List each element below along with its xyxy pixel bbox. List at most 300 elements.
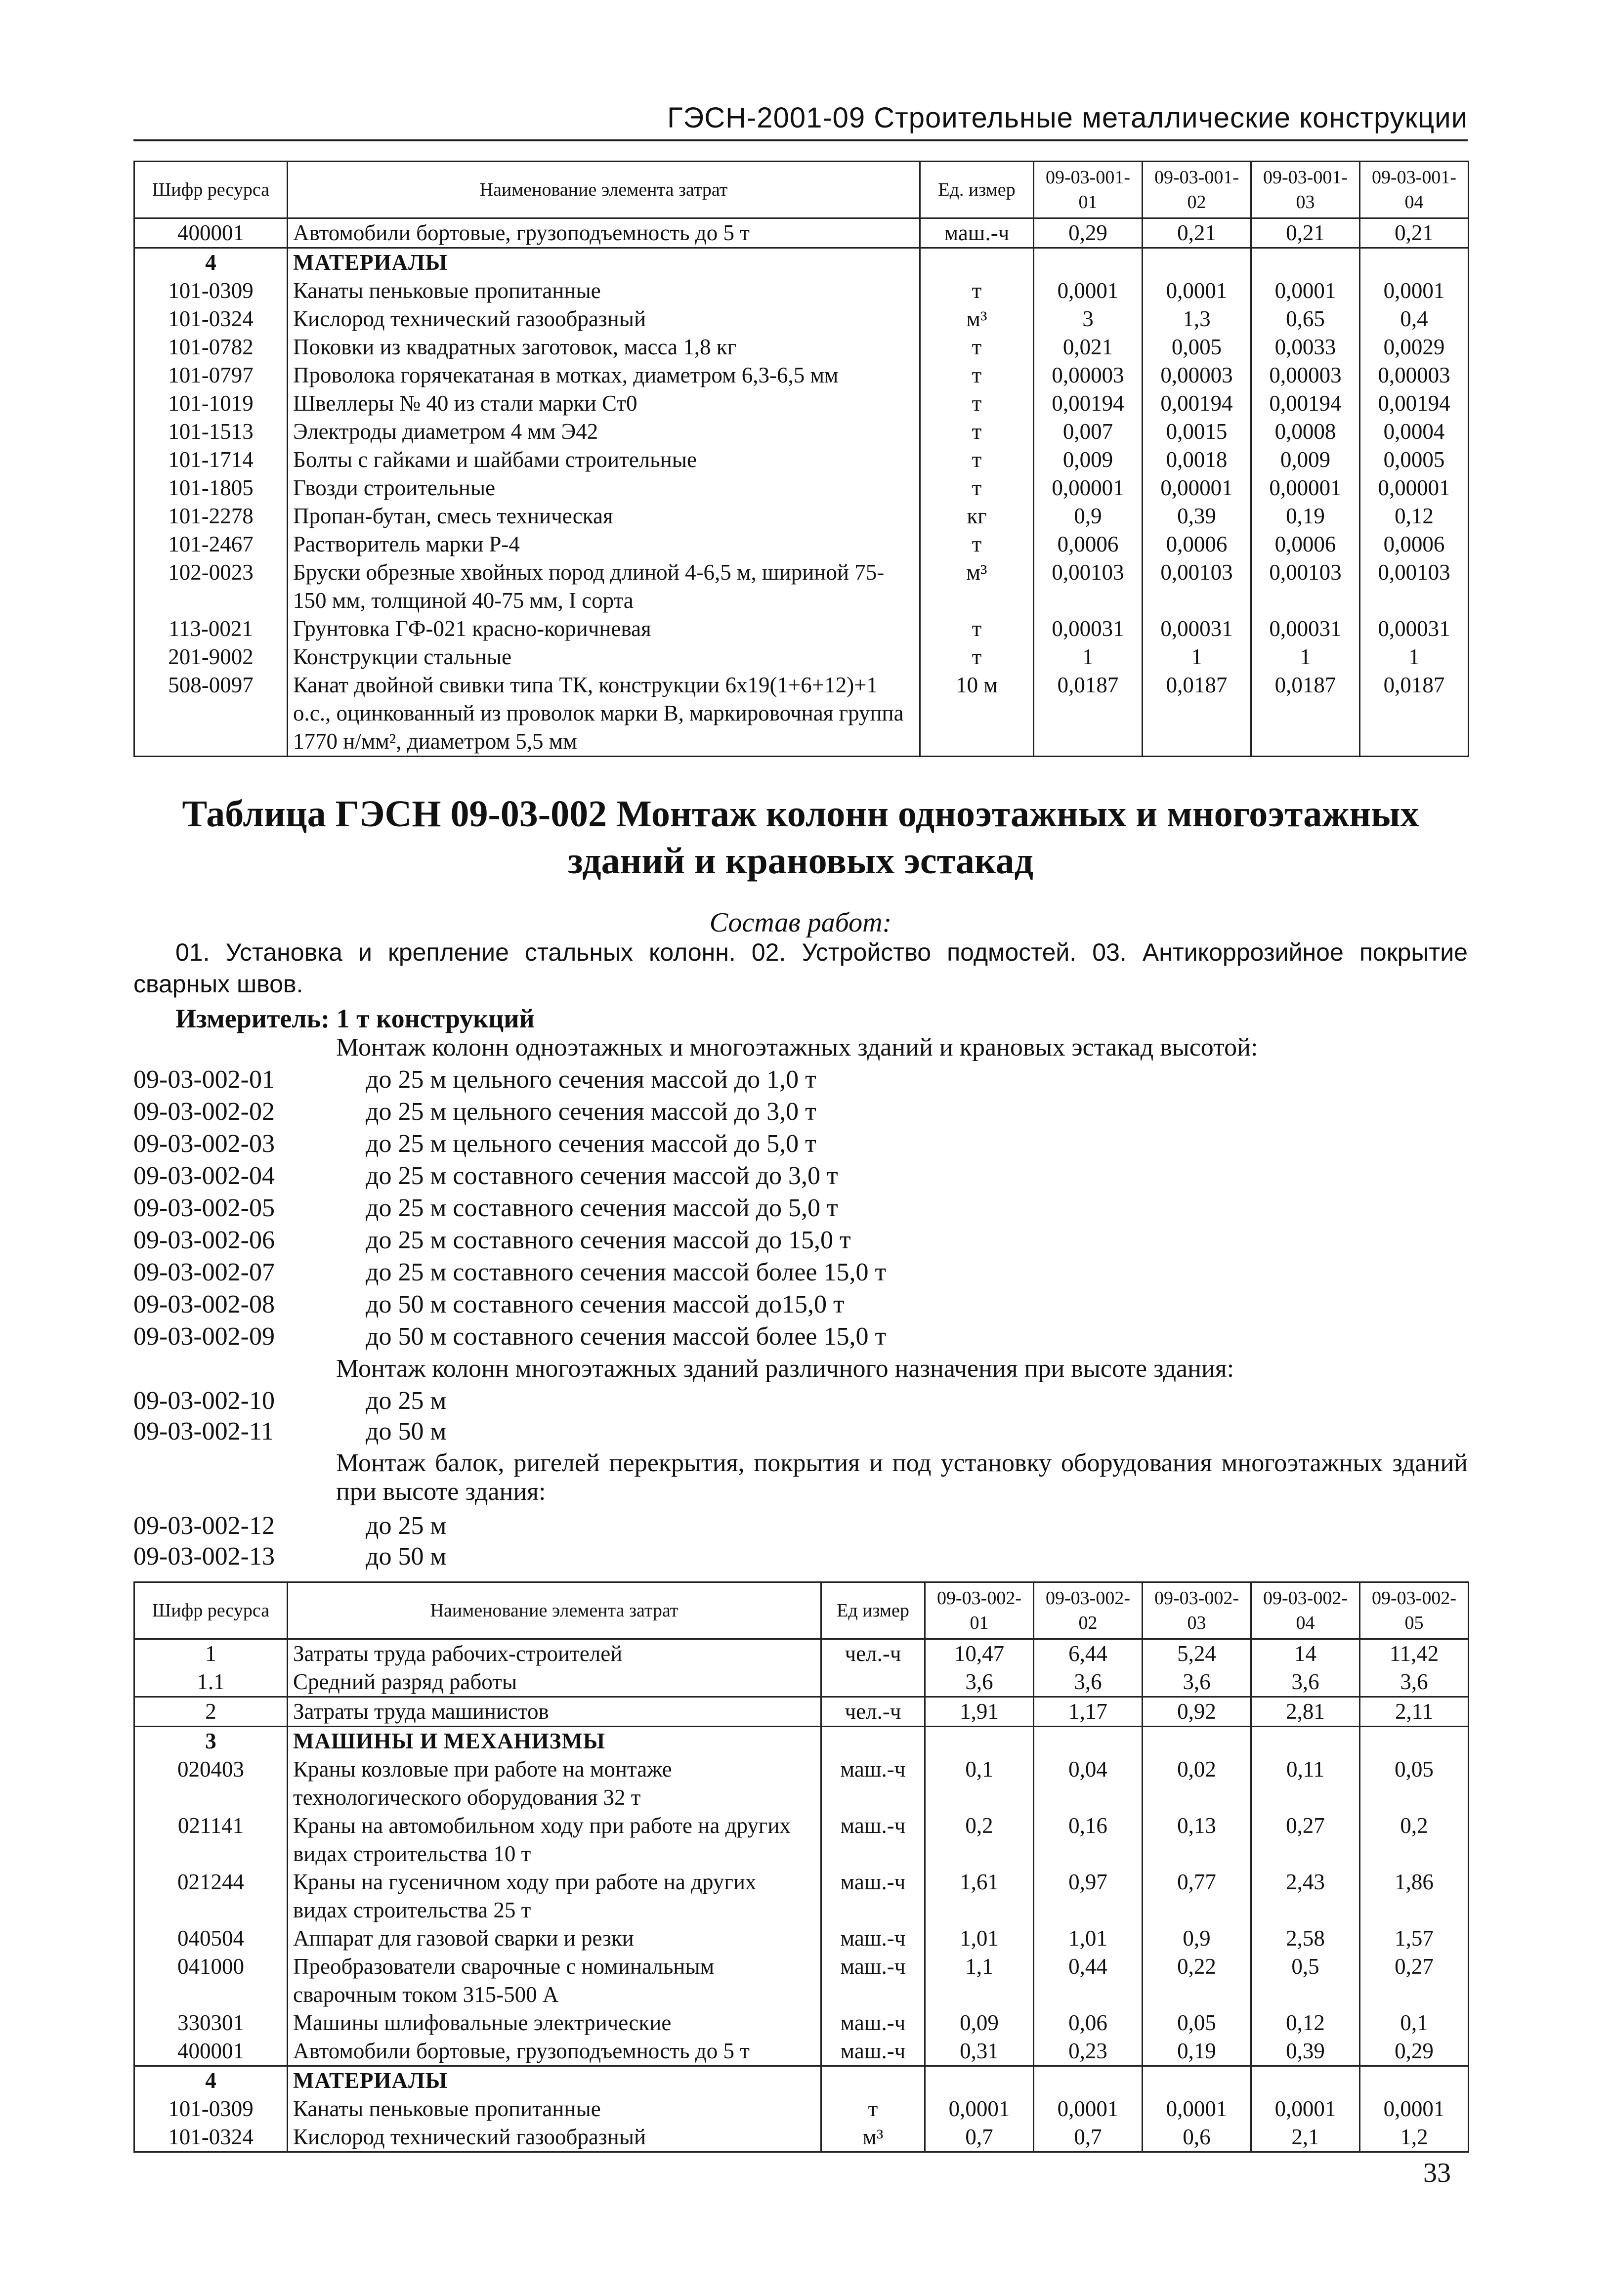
cell-value: 0,12 [1360,502,1469,530]
cell-empty [1251,1727,1360,1756]
cell-value: 0,92 [1143,1697,1251,1727]
cell-value: 0,21 [1251,218,1360,248]
cell-unit: маш.-ч [821,1812,925,1868]
cell-value: 2,1 [1251,2123,1360,2152]
cell-name: Пропан-бутан, смесь техническая [288,502,920,530]
cell-empty [1360,1727,1469,1756]
cell-code: 101-0324 [134,305,288,333]
norm-description: до 25 м [366,1387,447,1415]
cell-value: 0,2 [925,1812,1034,1868]
cell-unit: чел.-ч [821,1697,925,1727]
cell-value: 0,0006 [1143,530,1251,558]
cell-code: 330301 [134,2009,288,2037]
cell-value: 1,1 [925,1953,1034,2009]
cell-value: 10,47 [925,1639,1034,1668]
cell-name: Средний разряд работы [288,1668,821,1697]
col-header-unit: Ед измер [821,1582,925,1639]
cell-value: 0,00031 [1251,615,1360,643]
norm-code: 09-03-002-04 [133,1162,275,1190]
cell-name: Автомобили бортовые, грузоподъемность до 5 т [288,2037,821,2066]
cell-value: 0,6 [1143,2123,1251,2152]
cell-value: 3,6 [1360,1668,1469,1697]
norm-description: до 25 м цельного сечения массой до 3,0 т [366,1098,816,1126]
cell-value: 0,1 [1360,2009,1469,2037]
cell-name: Кислород технический газообразный [288,2123,821,2152]
norm-code: 09-03-002-09 [133,1322,275,1351]
cell-name: Проволока горячекатаная в мотках, диаметром 6,3-6,5 мм [288,361,920,389]
cell-name: Болты с гайками и шайбами строительные [288,446,920,474]
cell-value: 0,00103 [1251,558,1360,615]
norm-code: 09-03-002-13 [133,1542,275,1571]
cell-code: 400001 [134,2037,288,2066]
cell-value: 0,009 [1034,446,1143,474]
cell-code: 101-0309 [134,277,288,305]
cell-empty [1143,1727,1251,1756]
table-row [134,2037,1469,2066]
cell-unit: т [920,530,1034,558]
cell-empty [821,2066,925,2095]
col-header-name: Наименование элемента затрат [288,162,920,218]
cell-value: 0,13 [1143,1812,1251,1868]
table-row [134,615,1469,643]
cell-value: 0,0001 [1034,277,1143,305]
code-group-heading: Монтаж колонн многоэтажных зданий различного назначения при высоте здания: [336,1355,1234,1383]
cell-value: 0,0006 [1034,530,1143,558]
table-row [134,671,1469,757]
section-title: МАТЕРИАЛЫ [288,2066,821,2095]
code-group-heading: Монтаж колонн одноэтажных и многоэтажных зданий и крановых эстакад высотой: [336,1033,1258,1062]
cell-value: 0,2 [1360,1812,1469,1868]
cell-name: Конструкции стальные [288,643,920,671]
cell-value: 0,0187 [1143,671,1251,757]
norm-code: 09-03-002-05 [133,1194,275,1222]
cell-value: 0,00001 [1143,474,1251,502]
cell-code: 1.1 [134,1668,288,1697]
cell-name: Кислород технический газообразный [288,305,920,333]
cell-value: 1,61 [925,1868,1034,1924]
norm-code: 09-03-002-11 [133,1417,274,1446]
norm-description: до 25 м цельного сечения массой до 1,0 т [366,1065,816,1094]
norm-description: до 25 м [366,1512,447,1540]
cell-code: 113-0021 [134,615,288,643]
cell-value: 0,00194 [1143,389,1251,418]
cell-code: 101-0309 [134,2095,288,2123]
cell-value: 0,00031 [1143,615,1251,643]
table-row [134,1868,1469,1924]
cell-unit: м³ [920,558,1034,615]
table-row [134,305,1469,333]
cell-name: Швеллеры № 40 из стали марки Ст0 [288,389,920,418]
table-row [134,1812,1469,1868]
cell-value: 2,81 [1251,1697,1360,1727]
cell-value: 0,65 [1251,305,1360,333]
cell-name: Затраты труда машинистов [288,1697,821,1727]
table-row [134,2123,1469,2152]
cell-code: 101-1714 [134,446,288,474]
cell-code: 041000 [134,1953,288,2009]
cell-value: 0,05 [1360,1755,1469,1812]
cell-value: 0,39 [1251,2037,1360,2066]
norm-code: 09-03-002-02 [133,1098,275,1126]
table-row [134,218,1469,248]
cell-value: 0,021 [1034,333,1143,361]
cell-value: 0,21 [1360,218,1469,248]
cell-code: 040504 [134,1924,288,1953]
col-header-var: 09-03-002-03 [1143,1582,1251,1639]
cell-value: 0,00001 [1360,474,1469,502]
cell-value: 0,7 [925,2123,1034,2152]
norm-description: до 25 м составного сечения массой более 15,0 т [366,1258,887,1286]
cell-value: 0,0008 [1251,418,1360,446]
col-header-var: 09-03-002-02 [1034,1582,1143,1639]
table-row [134,1639,1469,1668]
cell-value: 0,09 [925,2009,1034,2037]
cell-value: 0,00031 [1034,615,1143,643]
cell-value: 0,04 [1034,1755,1143,1812]
section-row [134,248,1469,277]
section-title: МАШИНЫ И МЕХАНИЗМЫ [288,1727,821,1756]
cell-value: 0,97 [1034,1868,1143,1924]
cell-value: 3,6 [1143,1668,1251,1697]
cell-code: 021244 [134,1868,288,1924]
col-header-code: Шифр ресурса [134,1582,288,1639]
cell-name: Краны на автомобильном ходу при работе на других видах строительства 10 т [288,1812,821,1868]
cell-value: 0,0033 [1251,333,1360,361]
cell-value: 0,31 [925,2037,1034,2066]
cell-value: 1,86 [1360,1868,1469,1924]
cell-value: 0,00194 [1360,389,1469,418]
cell-value: 0,0001 [1143,277,1251,305]
cell-value: 0,4 [1360,305,1469,333]
cell-unit: кг [920,502,1034,530]
cell-unit: чел.-ч [821,1639,925,1668]
table-row [134,1697,1469,1727]
cell-value: 0,12 [1251,2009,1360,2037]
cell-value: 0,00031 [1360,615,1469,643]
cell-code: 2 [134,1697,288,1727]
cell-code: 101-0324 [134,2123,288,2152]
cell-value: 2,43 [1251,1868,1360,1924]
cell-value: 0,0187 [1034,671,1143,757]
norm-description: до 25 м составного сечения массой до 3,0 т [366,1162,838,1190]
cell-code: 101-0797 [134,361,288,389]
cell-unit: маш.-ч [821,2009,925,2037]
col-header-var: 09-03-001-02 [1143,162,1251,218]
cell-empty [1360,2066,1469,2095]
cell-value: 0,39 [1143,502,1251,530]
cell-value: 0,00003 [1251,361,1360,389]
table-row [134,2095,1469,2123]
cell-value: 3,6 [925,1668,1034,1697]
table-row [134,558,1469,615]
resource-table-09-03-001 [133,161,1469,757]
norm-code: 09-03-002-12 [133,1512,275,1540]
cell-unit [821,1668,925,1697]
table-row [134,1668,1469,1697]
cell-value: 11,42 [1360,1639,1469,1668]
cell-value: 0,9 [1143,1924,1251,1953]
resource-table-09-03-002 [133,1581,1469,2153]
col-header-var: 09-03-002-04 [1251,1582,1360,1639]
work-composition-caption: Состав работ: [709,907,892,938]
norm-description: до 50 м [366,1542,447,1571]
cell-unit: маш.-ч [821,1924,925,1953]
cell-value: 0,02 [1143,1755,1251,1812]
cell-value: 0,0029 [1360,333,1469,361]
cell-value: 0,06 [1034,2009,1143,2037]
cell-unit: т [920,418,1034,446]
col-header-code: Шифр ресурса [134,162,288,218]
cell-value: 0,19 [1251,502,1360,530]
cell-value: 0,21 [1143,218,1251,248]
table-row [134,643,1469,671]
cell-value: 14 [1251,1639,1360,1668]
cell-unit: т [920,446,1034,474]
table-row [134,389,1469,418]
cell-value: 1,2 [1360,2123,1469,2152]
table-row [134,418,1469,446]
cell-name: Гвозди строительные [288,474,920,502]
cell-value: 3,6 [1034,1668,1143,1697]
cell-value: 1 [1143,643,1251,671]
cell-value: 0,29 [1360,2037,1469,2066]
cell-value: 0,0001 [1143,2095,1251,2123]
cell-code: 101-1513 [134,418,288,446]
col-header-var: 09-03-002-05 [1360,1582,1469,1639]
table-header-row [134,162,1469,218]
cell-unit: маш.-ч [821,1868,925,1924]
cell-name: Электроды диаметром 4 мм Э42 [288,418,920,446]
cell-name: Канаты пеньковые пропитанные [288,277,920,305]
cell-name: Канат двойной свивки типа ТК, конструкции 6х19(1+6+12)+1 о.с., оцинкованный из проволок марки В, маркировочная группа 1770 н/мм², диаметром 5,5 мм [288,671,920,757]
cell-value: 1 [1251,643,1360,671]
table-header-row [134,1582,1469,1639]
cell-code: 021141 [134,1812,288,1868]
code-group-heading: Монтаж балок, ригелей перекрытия, покрытия и под установку оборудования многоэтажных зданий при высоте здания: [336,1449,1468,1506]
cell-value: 0,0001 [925,2095,1034,2123]
cell-unit: м³ [920,305,1034,333]
cell-unit: т [920,389,1034,418]
cell-value: 0,27 [1251,1812,1360,1868]
cell-unit: т [920,361,1034,389]
section-number: 4 [134,248,288,277]
norm-code: 09-03-002-07 [133,1258,275,1286]
cell-value: 0,0006 [1360,530,1469,558]
cell-unit: 10 м [920,671,1034,757]
cell-value: 0,22 [1143,1953,1251,2009]
cell-unit: т [920,615,1034,643]
cell-name: Краны козловые при работе на монтаже технологического оборудования 32 т [288,1755,821,1812]
cell-value: 1 [1360,643,1469,671]
cell-name: Затраты труда рабочих-строителей [288,1639,821,1668]
table-row [134,530,1469,558]
cell-name: Поковки из квадратных заготовок, масса 1,8 кг [288,333,920,361]
cell-value: 0,0018 [1143,446,1251,474]
norm-code: 09-03-002-08 [133,1290,275,1318]
cell-value: 0,00001 [1251,474,1360,502]
norm-code: 09-03-002-03 [133,1130,275,1158]
cell-name: Грунтовка ГФ-021 красно-коричневая [288,615,920,643]
cell-name: Канаты пеньковые пропитанные [288,2095,821,2123]
norm-description: до 50 м [366,1417,447,1446]
table-row [134,446,1469,474]
cell-value: 0,0001 [1251,277,1360,305]
cell-empty [925,1727,1034,1756]
cell-value: 0,19 [1143,2037,1251,2066]
cell-value: 0,0004 [1360,418,1469,446]
cell-value: 0,00103 [1034,558,1143,615]
cell-name: Преобразователи сварочные с номинальным сварочным током 315-500 А [288,1953,821,2009]
cell-value: 0,007 [1034,418,1143,446]
cell-value: 0,0015 [1143,418,1251,446]
cell-unit: т [920,643,1034,671]
cell-value: 0,29 [1034,218,1143,248]
cell-value: 0,0001 [1360,277,1469,305]
cell-unit: маш.-ч [920,218,1034,248]
cell-value: 0,00103 [1360,558,1469,615]
cell-value: 1,3 [1143,305,1251,333]
cell-value: 0,00194 [1034,389,1143,418]
cell-code: 101-1019 [134,389,288,418]
table-row [134,361,1469,389]
norm-description: до 50 м составного сечения массой до15,0 т [366,1290,845,1318]
cell-value: 3,6 [1251,1668,1360,1697]
cell-value: 1 [1034,643,1143,671]
section-row [134,1727,1469,1756]
cell-value: 0,0001 [1034,2095,1143,2123]
col-header-unit: Ед. измер [920,162,1034,218]
cell-value: 0,1 [925,1755,1034,1812]
cell-empty [1034,2066,1143,2095]
col-header-var: 09-03-002-01 [925,1582,1034,1639]
cell-empty [1034,1727,1143,1756]
cell-value: 0,11 [1251,1755,1360,1812]
cell-value: 1,57 [1360,1924,1469,1953]
cell-code: 020403 [134,1755,288,1812]
table-row [134,277,1469,305]
cell-value: 0,5 [1251,1953,1360,2009]
header-rule [133,139,1468,141]
cell-code: 508-0097 [134,671,288,757]
measure-unit: Измеритель: 1 т конструкций [175,1004,535,1033]
cell-value: 0,0006 [1251,530,1360,558]
norm-description: до 25 м цельного сечения массой до 5,0 т [366,1130,816,1158]
norm-code: 09-03-002-10 [133,1387,275,1415]
cell-name: Машины шлифовальные электрические [288,2009,821,2037]
section-number: 3 [134,1727,288,1756]
section-title: МАТЕРИАЛЫ [288,248,920,277]
cell-value: 2,11 [1360,1697,1469,1727]
norm-code: 09-03-002-01 [133,1065,275,1094]
page-number: 33 [1423,2158,1451,2188]
running-header: ГЭСН-2001-09 Строительные металлические конструкции [667,102,1468,134]
cell-value: 2,58 [1251,1924,1360,1953]
cell-value: 0,7 [1034,2123,1143,2152]
cell-name: Аппарат для газовой сварки и резки [288,1924,821,1953]
cell-unit: м³ [821,2123,925,2152]
cell-code: 101-1805 [134,474,288,502]
cell-name: Бруски обрезные хвойных пород длиной 4-6,5 м, шириной 75-150 мм, толщиной 40-75 мм, I сорта [288,558,920,615]
table-row [134,333,1469,361]
cell-value: 0,27 [1360,1953,1469,2009]
cell-value: 0,0005 [1360,446,1469,474]
cell-value: 0,77 [1143,1868,1251,1924]
cell-name: Краны на гусеничном ходу при работе на других видах строительства 25 т [288,1868,821,1924]
norm-code: 09-03-002-06 [133,1226,275,1254]
cell-value: 1,17 [1034,1697,1143,1727]
cell-code: 1 [134,1639,288,1668]
cell-code: 101-2278 [134,502,288,530]
cell-unit: маш.-ч [821,1953,925,2009]
cell-code: 201-9002 [134,643,288,671]
cell-value: 0,00194 [1251,389,1360,418]
cell-code: 101-2467 [134,530,288,558]
cell-value: 5,24 [1143,1639,1251,1668]
table-title: Таблица ГЭСН 09-03-002 Монтаж колонн одноэтажных и многоэтажных зданий и крановых эстакад [182,793,1419,882]
norm-description: до 25 м составного сечения массой до 5,0 т [366,1194,838,1222]
section-number: 4 [134,2066,288,2095]
table-row [134,502,1469,530]
cell-value: 0,00001 [1034,474,1143,502]
col-header-var: 09-03-001-01 [1034,162,1143,218]
cell-value: 0,16 [1034,1812,1143,1868]
cell-code: 400001 [134,218,288,248]
cell-value: 0,9 [1034,502,1143,530]
section-row [134,2066,1469,2095]
col-header-var: 09-03-001-04 [1360,162,1469,218]
cell-name: Автомобили бортовые, грузоподъемность до 5 т [288,218,920,248]
cell-code: 101-0782 [134,333,288,361]
table-row [134,474,1469,502]
table-row [134,2009,1469,2037]
table-row [134,1953,1469,2009]
cell-empty [1143,2066,1251,2095]
cell-value: 3 [1034,305,1143,333]
cell-empty [925,2066,1034,2095]
cell-code: 102-0023 [134,558,288,615]
cell-value: 0,00103 [1143,558,1251,615]
cell-value: 0,005 [1143,333,1251,361]
cell-unit: т [920,333,1034,361]
cell-unit: т [920,474,1034,502]
cell-value: 1,01 [1034,1924,1143,1953]
cell-name: Растворитель марки Р-4 [288,530,920,558]
cell-value: 0,0001 [1251,2095,1360,2123]
cell-value: 0,44 [1034,1953,1143,2009]
cell-value: 1,91 [925,1697,1034,1727]
cell-value: 6,44 [1034,1639,1143,1668]
cell-value: 0,0187 [1251,671,1360,757]
cell-empty [1251,2066,1360,2095]
cell-value: 0,0001 [1360,2095,1469,2123]
table-row [134,1924,1469,1953]
cell-value: 0,00003 [1143,361,1251,389]
cell-value: 0,0187 [1360,671,1469,757]
cell-unit: маш.-ч [821,2037,925,2066]
norm-description: до 50 м составного сечения массой более 15,0 т [366,1322,887,1351]
cell-value: 0,23 [1034,2037,1143,2066]
cell-unit: т [920,277,1034,305]
cell-unit: маш.-ч [821,1755,925,1812]
cell-empty [821,1727,925,1756]
col-header-var: 09-03-001-03 [1251,162,1360,218]
cell-value: 0,05 [1143,2009,1251,2037]
cell-value: 0,009 [1251,446,1360,474]
table-row [134,1755,1469,1812]
norm-description: до 25 м составного сечения массой до 15,0 т [366,1226,851,1254]
cell-value: 1,01 [925,1924,1034,1953]
cell-value: 0,00003 [1360,361,1469,389]
